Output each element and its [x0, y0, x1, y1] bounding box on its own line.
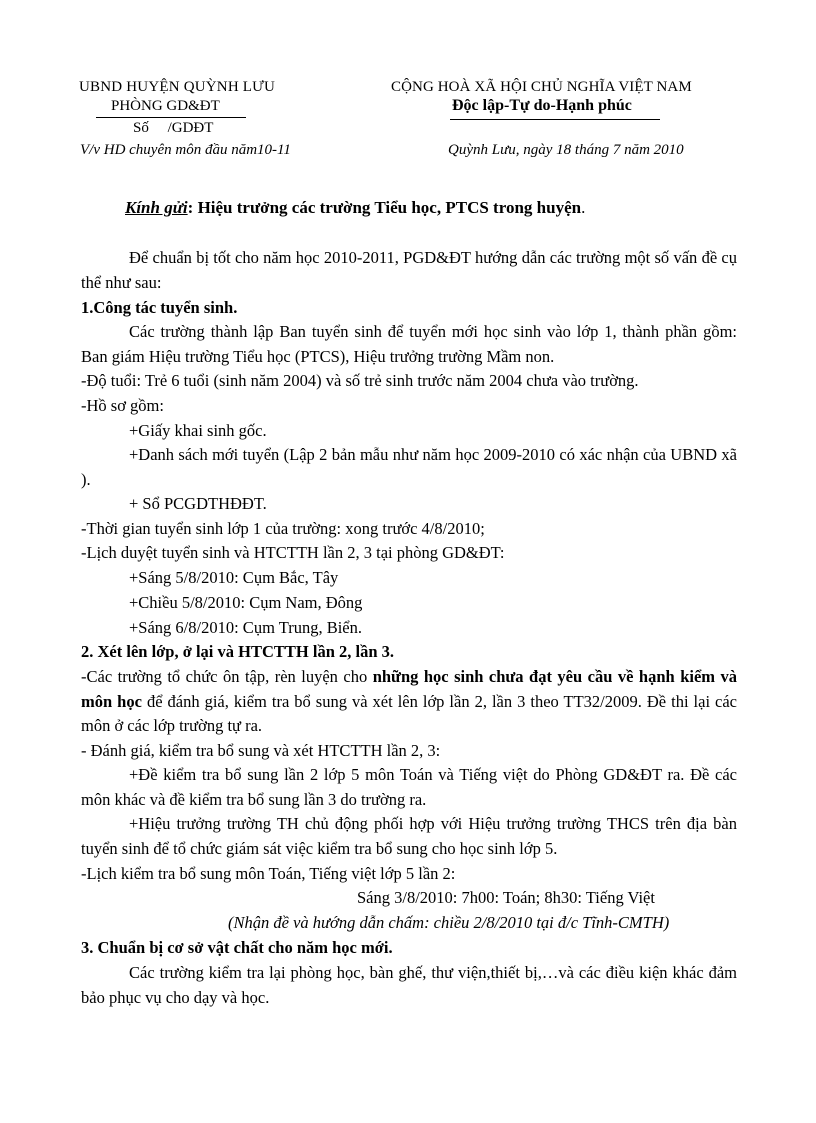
section2-title: 2. Xét lên lớp, ở lại và HTCTTH lần 2, lần 3.	[81, 642, 395, 661]
recipient-text: Hiệu trưởng các trường Tiểu học, PTCS trong huyện	[193, 198, 582, 217]
evaluation-item: +Đề kiểm tra bổ sung lần 2 lớp 5 môn Toán và Tiếng việt do Phòng GD&ĐT ra. Đề các môn khác và đề kiểm tra bổ sung lần 3 do trường ra.	[81, 765, 737, 809]
exam-time: Sáng 3/8/2010: 7h00: Toán; 8h30: Tiếng Việt	[357, 888, 655, 907]
section2-paragraph-emphasis: những học sinh chưa đạt yêu cầu về hạnh kiểm và môn học	[81, 667, 737, 711]
place-and-date: Quỳnh Lưu, ngày 18 tháng 7 năm 2010	[448, 142, 684, 158]
document-item: +Giấy khai sinh gốc.	[129, 421, 267, 440]
section2-paragraph-end: để đánh giá, kiểm tra bổ sung và xét lên lớp lần 2, lần 3 theo TT32/2009. Đề thi lại các môn ở các lớp trường tự ra.	[81, 691, 738, 735]
schedule-item: +Chiều 5/8/2010: Cụm Nam, Đông	[129, 593, 363, 612]
section2-paragraph-start: -Các trường tổ chức ôn tập, rèn luyện cho	[81, 667, 373, 686]
section1-paragraph: Các trường thành lập Ban tuyển sinh để tuyển mới học sinh vào lớp 1, thành phần gồm: Ban giám Hiệu trường Tiểu học (PTCS), Hiệu trưởng trường Mầm non.	[81, 322, 737, 366]
recipient-colon: :	[187, 198, 194, 217]
org-name: UBND HUYỆN QUỲNH LƯU	[79, 79, 276, 95]
age-requirement: -Độ tuổi: Trẻ 6 tuổi (sinh năm 2004) và số trẻ sinh trước năm 2004 chưa vào trường.	[81, 371, 639, 390]
document-number: Số /GDĐT	[133, 120, 214, 136]
national-motto: Độc lập-Tự do-Hạnh phúc	[452, 97, 632, 114]
document-item: + Sổ PCGDTHĐĐT.	[129, 494, 267, 513]
document-item: +Danh sách mới tuyển (Lập 2 bản mẫu như năm học 2009-2010 có xác nhận của UBND xã ).	[81, 445, 737, 489]
section1-title: 1.Công tác tuyển sinh.	[81, 298, 238, 317]
recipient-line	[125, 196, 781, 221]
exam-note: (Nhận đề và hướng dẫn chấm: chiều 2/8/2010 tại đ/c Tĩnh-CMTH)	[228, 913, 670, 932]
section3-title: 3. Chuẩn bị cơ sở vật chất cho năm học mới.	[81, 938, 393, 957]
exam-schedule-title: -Lịch kiểm tra bổ sung môn Toán, Tiếng việt lớp 5 lần 2:	[81, 864, 456, 883]
section2-paragraph	[81, 665, 737, 739]
schedule-item: +Sáng 5/8/2010: Cụm Bắc, Tây	[129, 568, 339, 587]
department-name: PHÒNG GD&ĐT	[111, 98, 220, 114]
evaluation-title: - Đánh giá, kiểm tra bổ sung và xét HTCTTH lần 2, 3:	[81, 741, 441, 760]
motto-underline	[450, 119, 660, 120]
enrollment-deadline: -Thời gian tuyển sinh lớp 1 của trường: xong trước 4/8/2010;	[81, 519, 485, 538]
schedule-item: +Sáng 6/8/2010: Cụm Trung, Biển.	[129, 618, 363, 637]
schedule-title: -Lịch duyệt tuyển sinh và HTCTTH lần 2, 3 tại phòng GD&ĐT:	[81, 543, 505, 562]
country-name: CỘNG HOÀ XÃ HỘI CHỦ NGHĨA VIỆT NAM	[391, 79, 692, 95]
document-subject: V/v HD chuyên môn đầu năm10-11	[80, 142, 291, 158]
section3-paragraph: Các trường kiểm tra lại phòng học, bàn ghế, thư viện,thiết bị,…và các điều kiện khác đảm bảo phục vụ cho dạy và học.	[81, 963, 737, 1007]
evaluation-item: +Hiệu trưởng trường TH chủ động phối hợp với Hiệu trưởng trường THCS trên địa bàn tuyển sinh để tổ chức giám sát việc kiểm tra bổ sung cho học sinh lớp 5.	[81, 814, 737, 858]
documents-title: -Hồ sơ gồm:	[81, 396, 164, 415]
recipient-end: .	[581, 198, 586, 217]
intro-paragraph: Để chuẩn bị tốt cho năm học 2010-2011, PGD&ĐT hướng dẫn các trường một số vấn đề cụ thể như sau:	[81, 248, 737, 292]
recipient-label: Kính gửi	[125, 198, 188, 217]
